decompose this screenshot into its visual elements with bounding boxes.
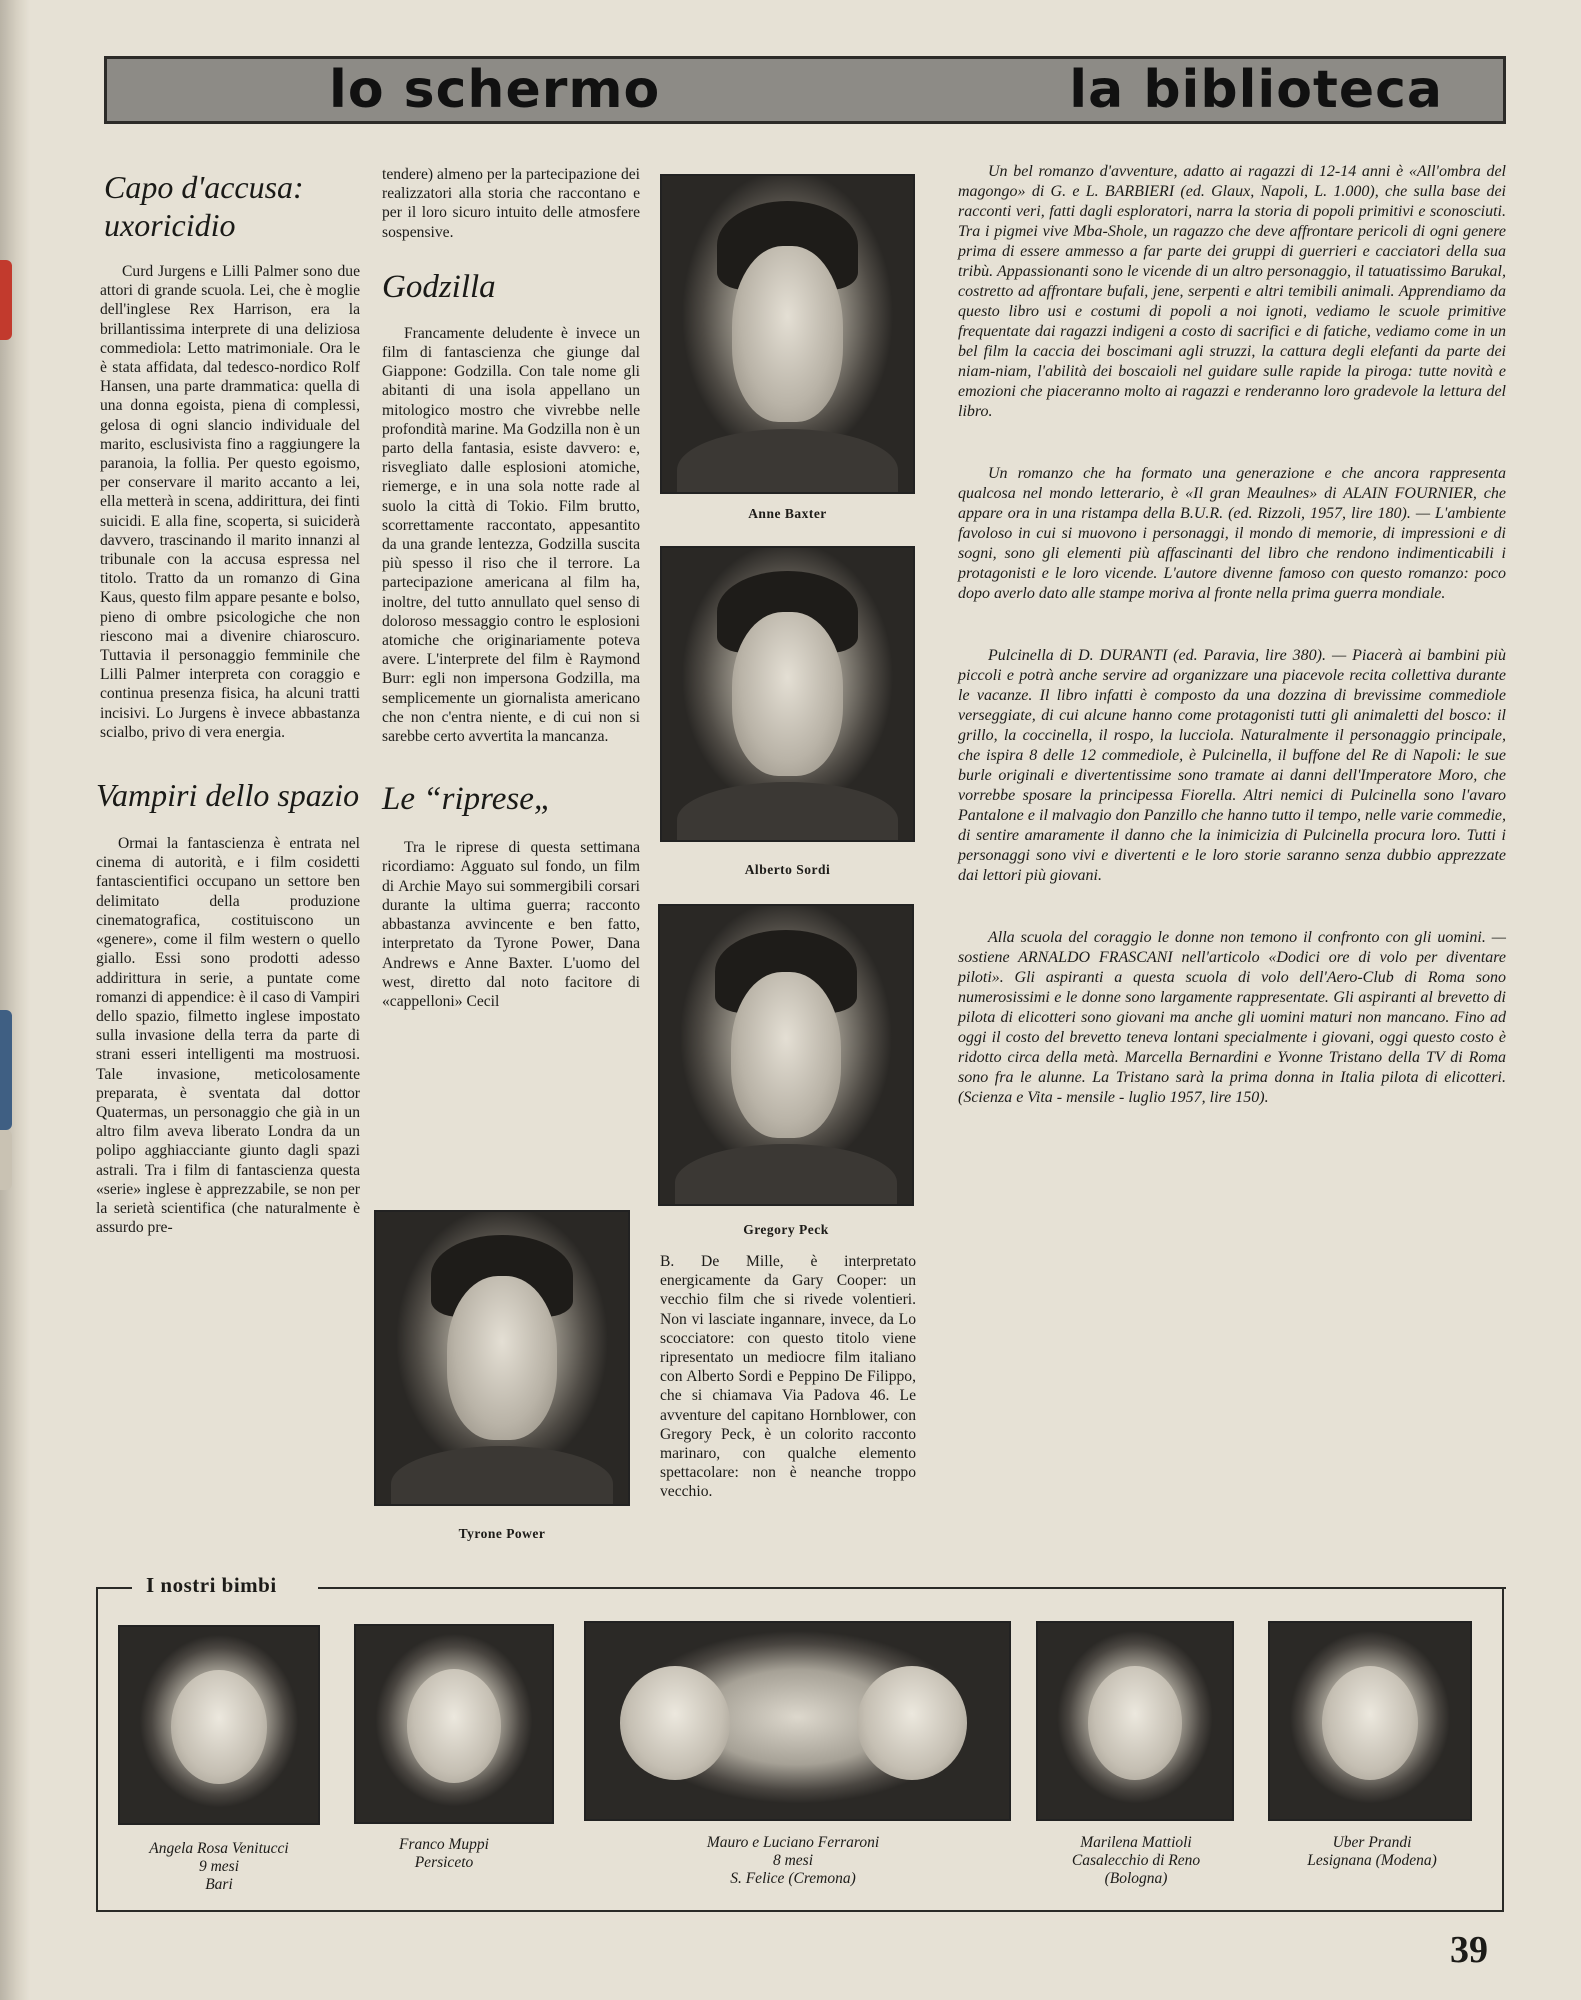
- article-title: Capo d'accusa: uxoricidio: [104, 169, 304, 243]
- article-body: Ormai la fantascienza è entrata nel cinema di autorità, e i film cosidetti fantascientifici occupano un settore ben delimitato della produzione cinematografica, costituiscono un «genere», come il film western o quello giallo. Essi sono prodotti adesso addirittura in serie, a puntate come romanzi di appendice: è il caso di Vampiri dello spazio, filmetto inglese impostato sulla invasione della terra da parte di strani esseri intelligenti ma mostruosi. Tale invasione, meticolosamente preparata, è sventata dal dottor Quatermas, un personaggio che già in un altro film aveva liberato Londra da un polipo agghiacciante giunto dagli spazi astrali. Tra i film di fantascienza questa «serie» inglese è apprezzabile, se non per la serietà scientifica (che naturalmente è assurdo pre-: [96, 835, 360, 1237]
- kid-caption: [344, 1836, 544, 1872]
- book-review: Pulcinella di D. DURANTI (ed. Paravia, lire 380). — Piacerà ai bambini più piccoli e potrà anche servire ad organizzare una piacevole recita collettiva durante le vacanze. Il libro infatti è composto da una dozzina di brevissime commediole verseggiate, di cui alcune hanno come protagonisti tutti gli animaletti del bosco: il grillo, la coccinella, il rospo, la lucciola. Naturalmente il personaggio principale, che ispira 8 delle 12 commediole, è Pulcinella, il buffone del Re di Napoli: le sue burle originali e divertentissime sono tramate ai danni dell'Imperatore Moro, che vorrebbe sposare la principessa Fiorella. Altri nemici di Pulcinella sono l'avaro Pantalone e il malvagio don Panzillo che hanno tutto il tempo, nelle varie commedie, di sentire amaramente il danno che la inimicizia di Pulcinella procura loro. Tutti i personaggi sono vivi e divertenti e le loro storie saranno senza dubbio apprezzate dai lettori più giovani.: [958, 647, 1506, 884]
- kid-photo: [1036, 1621, 1234, 1821]
- banner-title-screen: lo schermo: [329, 60, 661, 120]
- kid-photo: [354, 1624, 554, 1824]
- kid-town: Persiceto: [414, 1854, 474, 1871]
- kid-name: Angela Rosa Venitucci: [149, 1840, 289, 1857]
- photo-gregory-peck: [658, 904, 914, 1206]
- kid-town: S. Felice (Cremona): [730, 1870, 856, 1887]
- column-film-reviews-3: [660, 1252, 916, 1502]
- photo-caption: Alberto Sordi: [744, 862, 831, 877]
- kid-name: Marilena Mattioli: [1080, 1834, 1192, 1851]
- kid-caption: [108, 1840, 330, 1894]
- article-title: Vampiri dello spazio: [96, 777, 360, 814]
- photo-caption: Anne Baxter: [748, 506, 827, 521]
- kid-town: Casalecchio di Reno: [1071, 1852, 1201, 1869]
- article-body: Francamente deludente è invece un film di fantascienza che giunge dal Giappone: Godzilla. Con tale nome gli abitanti di una isola appellano un mitologico mostro che vivrebbe nelle profondità marine. Ma Godzilla non è un parto della fantasia, esiste davvero: e, risvegliato dalle esplosioni atomiche, riemerge, e in una sola notte rade al suolo la città di Tokio. Film brutto, scorrettamente raccontato, appesantito da una grande lentezza, Godzilla suscita più spesso il riso che il terrore. La partecipazione americana al film ha, inoltre, del tutto annullato quel senso di doloroso messaggio contro le esplosioni atomiche che originariamente poteva avere. L'interprete del film è Raymond Burr: egli non impersona Godzilla, ma semplicemente un giornalista americano che non c'entra niente, e di cui non si sarebbe certo avvertita la mancanza.: [382, 324, 640, 746]
- kid-photo: [584, 1621, 1011, 1821]
- photo-tyrone-power: [374, 1210, 630, 1506]
- kid-name: Mauro e Luciano Ferraroni: [706, 1834, 880, 1851]
- book-review: Un romanzo che ha formato una generazione e che ancora rappresenta qualcosa nel mondo letterario, è «Il gran Meaulnes» di ALAIN FOURNIER, che appare ora in una ristampa della B.U.R. (ed. Rizzoli, 1957, lire 180). — L'ambiente favoloso in cui si muovono i personaggi, il mondo di memorie, di impressioni e di sogni, sono gli elementi più affascinanti del libro che rendono indimenticabili i protagonisti e le loro vicende. L'autore divenne famoso con questo romanzo: poco dopo averlo dato alle stampe moriva al fronte nella prima guerra mondiale.: [958, 465, 1506, 602]
- kid-photo: [118, 1625, 320, 1825]
- column-film-reviews-1: [96, 168, 360, 1237]
- kid-town: Lesignana (Modena): [1307, 1852, 1437, 1869]
- kid-town: Bari: [205, 1876, 233, 1893]
- article-body: Tra le riprese di questa settimana ricordiamo: Agguato sul fondo, un film di Archie Mayo sui sommergibili corsari durante la ultima guerra; racconto abbastanza avvincente e ben fatto, interpretato da Tyrone Power, Dana Andrews e Anne Baxter. L'uomo del west, diretto dal noto facitore di «cappelloni» Cecil: [382, 839, 640, 1010]
- article-body: Curd Jurgens e Lilli Palmer sono due attori di grande scuola. Lei, che è moglie dell'inglese Rex Harrison, era la brillantissima interprete di una deliziosa commediola: Letto matrimoniale. Ora le è stata affidata, dal tedesco-nordico Rolf Hansen, una parte drammatica: quella di una donna egoista, piena di complessi, gelosa di ogni slancio individuale del marito, esclusivista fino a raggiungere la paranoia, la follia. Per questo egoismo, per conservare il marito accanto a lei, ella metterà in scena, addirittura, dei finti suicidi. E alla fine, scoperta, si suiciderà davvero, trascinando il marito innanzi al tribunale con la accusa espressa nel titolo. Tratto da un romanzo di Gina Kaus, questo film appare pesante e bolso, pieno di ombre psicologiche che non riescono mai a divenire chiaroscuro. Tuttavia il personaggio femminile che Lilli Palmer interpreta con coraggio e continua presenza fisica, ha alcuni tratti incisivi. Lo Jurgens è invece abbastanza scialbo, privo di vera energia.: [100, 263, 360, 741]
- photo-anne-baxter: [660, 174, 915, 494]
- kid-caption: [1030, 1834, 1242, 1888]
- torn-edge-mark: [0, 1130, 12, 1190]
- kids-section-title: I nostri bimbi: [138, 1573, 285, 1598]
- article-continuation: B. De Mille, è interpretato energicamente da Gary Cooper: un vecchio film che si rivede volentieri. Non vi lasciate ingannare, invece, da Lo scocciatore: con questo titolo viene ripresentato un mediocre film italiano con Alberto Sordi e Peppino De Filippo, che si chiamava Via Padova 46. Le avventure del capitano Hornblower, con Gregory Peck, è un colorito racconto marinaro, con qualche elemento spettacolare: non è neanche troppo vecchio.: [660, 1253, 916, 1501]
- torn-edge-mark: [0, 1010, 12, 1130]
- section-banner: [104, 56, 1506, 124]
- column-library: [958, 162, 1506, 1108]
- kid-caption: [1262, 1834, 1482, 1870]
- book-review: Alla scuola del coraggio le donne non temono il confronto con gli uomini. — sostiene ARNALDO FRASCANI nell'articolo «Dodici ore di volo per diventare piloti». Gli aspiranti a questa scuola di volo dell'Aero-Club di Roma sono numerosissimi e le donne sono largamente rappresentate. Gli aspiranti al brevetto di pilota di elicotteri sono giovani ma anche gli uomini maturi non mancano. Fino ad oggi il costo del brevetto teneva lontani specialmente i giovani, oggi questo costo è ridotto circa della metà. Marcella Bernardini e Yvonne Tristano della TV di Roma sono fra le alunne. La Tristano sarà la prima donna in Italia pilota di elicotteri. (Scienza e Vita - mensile - luglio 1957, lire 150).: [958, 929, 1506, 1106]
- book-review: Un bel romanzo d'avventure, adatto ai ragazzi di 12-14 anni è «All'ombra del magongo» di G. e L. BARBIERI (ed. Glaux, Napoli, L. 1.000), che sulla base dei racconti veri, fatti dagli esploratori, narra la storia di popoli primitivi e sconosciuti. Tra i pigmei vive Mba-Shole, un ragazzo che deve affrontare pericoli di ogni genere prima di essere ammesso a far parte dei gruppi di guerrieri e cacciatori della sua tribù. Appassionanti sono le vicende di un altro personaggio, il tatuatissimo Barukal, costretto ad affrontare bufali, jene, serpenti e altri temibili animali. Apprendiamo da questo libro usi e costumi di popoli a noi ignoti, vediamo le scuole primitive frequentate dai ragazzi indigeni a costo di sacrifici e di fatiche, vediamo come in un bel film la caccia dei boscimani agli struzzi, la cattura degli elefanti da parte dei niam-niam, l'abilità dei boscaioli nel guidare sulle rapide la piroga: tutte novità e emozioni che piaceranno molto ai ragazzi e renderanno loro gradevole la lettura del libro.: [958, 163, 1506, 420]
- article-title: Godzilla: [382, 268, 496, 305]
- article-title: Le “riprese„: [382, 781, 553, 818]
- photo-caption: Tyrone Power: [458, 1526, 546, 1541]
- kid-age: 9 mesi: [198, 1858, 240, 1875]
- article-continuation: tendere) almeno per la partecipazione dei realizzatori alla storia che raccontano e per il loro sicuro intuito delle atmosfere sospensive.: [382, 166, 640, 241]
- photo-caption: Gregory Peck: [743, 1222, 829, 1237]
- page-number: 39: [1450, 1929, 1488, 1971]
- column-film-reviews-2: [382, 165, 640, 1011]
- kid-town: (Bologna): [1104, 1870, 1168, 1887]
- banner-title-library: la biblioteca: [1069, 60, 1443, 120]
- kid-name: Franco Muppi: [399, 1836, 489, 1853]
- kid-name: Uber Prandi: [1332, 1834, 1412, 1851]
- kid-caption: [640, 1834, 946, 1888]
- photo-alberto-sordi: [660, 546, 915, 842]
- torn-edge-mark: [0, 260, 12, 340]
- kid-age: 8 mesi: [772, 1852, 814, 1869]
- kid-photo: [1268, 1621, 1472, 1821]
